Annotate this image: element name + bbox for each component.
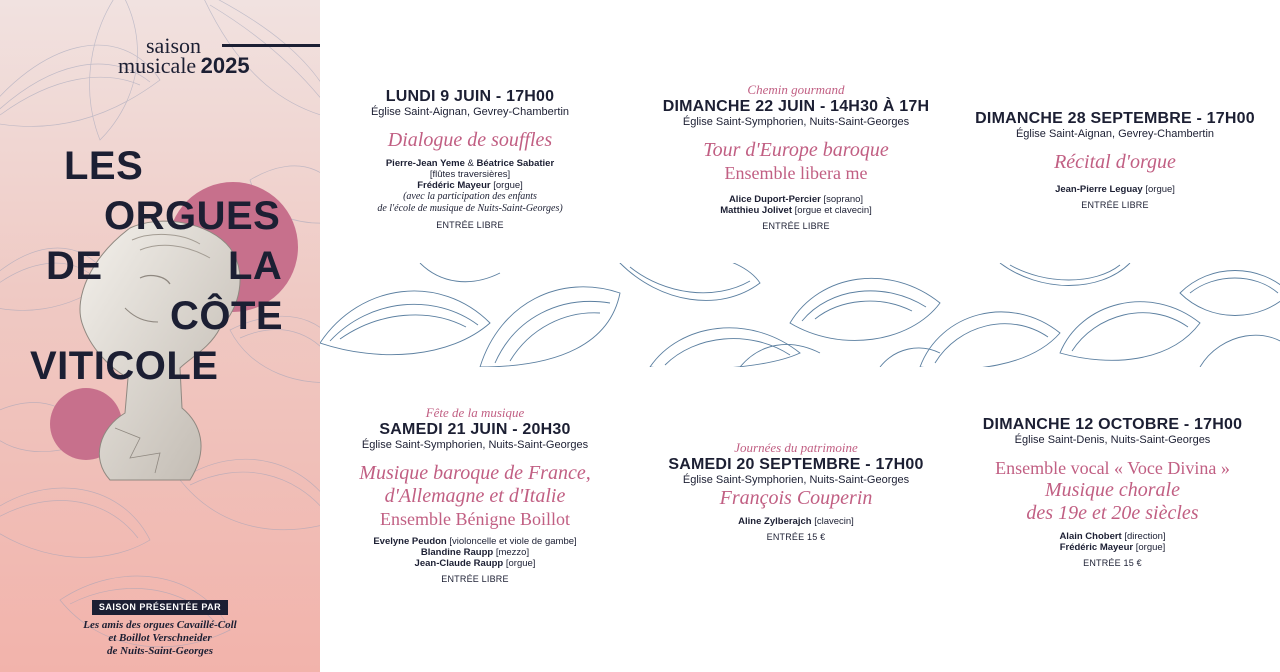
performer-role: [orgue] xyxy=(490,180,523,191)
performer-line xyxy=(640,205,952,216)
event-entry: ENTRÉE LIBRE xyxy=(1081,200,1149,210)
performer-line xyxy=(640,194,952,205)
performer-role: [orgue] xyxy=(1142,184,1175,195)
event-card xyxy=(960,416,1265,569)
performer-role: [orgue et clavecin] xyxy=(792,205,872,216)
title-word-2: ORGUES xyxy=(104,194,281,238)
performer-line xyxy=(960,542,1265,553)
performer-line xyxy=(330,158,610,169)
title-word-4: LA xyxy=(228,244,283,288)
association-line: Les amis des orgues Cavaillé-Coll xyxy=(83,619,237,631)
event-program: des 19e et 20e siècles xyxy=(1026,502,1199,524)
event-entry: ENTRÉE LIBRE xyxy=(441,574,509,584)
event-card xyxy=(650,440,942,543)
event-entry: ENTRÉE LIBRE xyxy=(762,221,830,231)
event-tag: Fête de la musique xyxy=(425,405,525,420)
floral-banner-illustration xyxy=(320,263,1280,367)
performer-line xyxy=(330,180,610,191)
performer-role: [flûtes traversières] xyxy=(429,169,511,180)
event-program: Récital d'orgue xyxy=(1054,151,1176,173)
event-date: DIMANCHE 28 SEPTEMBRE - 17H00 xyxy=(975,110,1255,127)
event-entry: ENTRÉE 15 € xyxy=(1083,558,1142,568)
association-line: de Nuits-Saint-Georges xyxy=(106,645,214,657)
performer-role: [violoncelle et viole de gambe] xyxy=(446,536,577,547)
performer-name: Alain Chobert xyxy=(1059,531,1122,542)
spacer xyxy=(640,129,952,139)
performer-name: Alice Duport-Percier xyxy=(728,194,821,205)
event-date: DIMANCHE 22 JUIN - 14H30 À 17H xyxy=(662,98,930,115)
event-card xyxy=(640,82,952,232)
event-date: SAMEDI 20 SEPTEMBRE - 17H00 xyxy=(668,456,924,473)
season-rule xyxy=(222,44,320,47)
performer-line xyxy=(330,536,620,547)
performer-role: [direction] xyxy=(1121,531,1166,542)
title-word-1: LES xyxy=(64,144,144,188)
season-word: saison xyxy=(146,33,201,58)
event-program: Dialogue de souffles xyxy=(387,129,553,151)
performer-name: Pierre-Jean Yeme xyxy=(385,158,465,169)
event-place: Église Saint-Aignan, Gevrey-Chambertin xyxy=(1015,128,1215,140)
season-year: 2025 xyxy=(200,53,250,78)
event-card xyxy=(330,88,610,231)
event-note: (avec la participation des enfants xyxy=(403,191,537,202)
event-place: Église Saint-Aignan, Gevrey-Chambertin xyxy=(370,106,570,118)
event-program: Tour d'Europe baroque xyxy=(703,139,889,161)
event-ensemble: Ensemble Bénigne Boillot xyxy=(380,509,570,529)
event-program: François Couperin xyxy=(719,487,873,509)
season-heading xyxy=(118,33,250,79)
spacer xyxy=(970,174,1260,184)
performer-role: [orgue] xyxy=(1133,542,1166,553)
spacer xyxy=(970,141,1260,151)
spacer xyxy=(960,447,1265,457)
title-word-6: VITICOLE xyxy=(30,344,219,388)
event-ensemble: Ensemble vocal « Voce Divina » xyxy=(995,458,1230,478)
musicale-word: musicale xyxy=(118,53,197,78)
event-program: Musique chorale xyxy=(1045,479,1180,501)
spacer xyxy=(330,119,610,129)
event-tag: Journées du patrimoine xyxy=(734,440,858,455)
performer-line xyxy=(330,547,620,558)
performer-line xyxy=(650,516,942,527)
poster-panel xyxy=(0,0,320,672)
event-place: Église Saint-Symphorien, Nuits-Saint-Georges xyxy=(682,474,910,486)
presented-by-badge: SAISON PRÉSENTÉE PAR xyxy=(92,600,228,615)
performer-name: Jean-Pierre Leguay xyxy=(1055,184,1143,195)
association-line: et Boillot Verschneider xyxy=(108,632,212,644)
event-place: Église Saint-Denis, Nuits-Saint-Georges xyxy=(1014,434,1211,446)
performer-name: Blandine Raupp xyxy=(420,547,494,558)
performer-line xyxy=(960,531,1265,542)
event-entry: ENTRÉE LIBRE xyxy=(436,220,504,230)
performer-role: [mezzo] xyxy=(493,547,530,558)
performer-name: Matthieu Jolivet xyxy=(720,205,793,216)
event-ensemble: Ensemble libera me xyxy=(724,163,868,183)
performer-name: Béatrice Sabatier xyxy=(476,158,555,169)
event-note: de l'école de musique de Nuits-Saint-Georges) xyxy=(377,203,563,214)
performer-name: Aline Zylberajch xyxy=(738,516,812,527)
association-name xyxy=(40,619,280,658)
performer-role: [orgue] xyxy=(503,558,536,569)
event-place: Église Saint-Symphorien, Nuits-Saint-Georges xyxy=(682,116,910,128)
event-card xyxy=(970,110,1260,211)
performer-line xyxy=(970,184,1260,195)
performer-role: [clavecin] xyxy=(811,516,854,527)
event-card xyxy=(330,405,620,585)
performer-name: Jean-Claude Raupp xyxy=(414,558,504,569)
event-program: d'Allemagne et d'Italie xyxy=(384,485,566,507)
spacer xyxy=(640,184,952,194)
performer-name: Evelyne Peudon xyxy=(373,536,447,547)
event-program: Musique baroque de France, xyxy=(359,462,591,484)
event-entry: ENTRÉE 15 € xyxy=(766,532,826,542)
performer-line xyxy=(330,558,620,569)
performer-name: Frédéric Mayeur xyxy=(417,180,491,191)
event-date: DIMANCHE 12 OCTOBRE - 17H00 xyxy=(982,416,1243,433)
event-date: SAMEDI 21 JUIN - 20H30 xyxy=(379,421,571,438)
spacer xyxy=(330,452,620,462)
title-word-3: DE xyxy=(46,244,103,288)
performer-name: Frédéric Mayeur xyxy=(1059,542,1134,553)
performer-line xyxy=(330,169,610,180)
title-word-5: CÔTE xyxy=(170,294,284,338)
event-place: Église Saint-Symphorien, Nuits-Saint-Georges xyxy=(361,439,589,451)
performer-role: [soprano] xyxy=(820,194,864,205)
event-date: LUNDI 9 JUIN - 17H00 xyxy=(385,88,555,105)
event-tag: Chemin gourmand xyxy=(747,82,845,97)
performer-role: & xyxy=(464,158,477,169)
